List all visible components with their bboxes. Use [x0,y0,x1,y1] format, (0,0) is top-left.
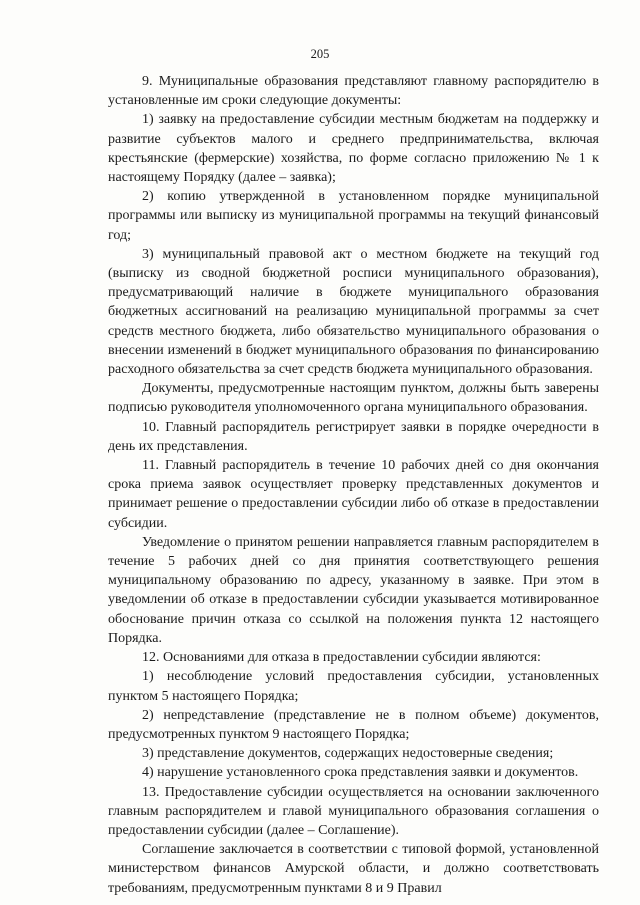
document-body [108,72,599,898]
paragraph-9-item-3: 3) муниципальный правовой акт о местном бюджете на текущий год (выписку из сводной бюджетной росписи муниципального образования), предусматривающий наличие в бюджете муниципального образования бюджетных ассигнований на реализацию муниципальной программы за счет средств местного бюджета, либо обязательство муниципального образования о внесении изменений в бюджет муниципального образования по финансированию расходного обязательства за счет средств бюджета муниципального образования. [108,246,599,378]
paragraph-13-agreement: Соглашение заключается в соответствии с типовой формой, установленной министерством финансов Амурской области, и должно соответствовать требованиям, предусмотренным пунктами 8 и 9 Правил [108,842,599,896]
paragraph-9: 9. Муниципальные образования представляют главному распорядителю в установленные им сроки следующие документы: [108,74,599,109]
paragraph-9-note: Документы, предусмотренные настоящим пунктом, должны быть заверены подписью руководителя уполномоченного органа муниципального образования. [108,381,599,416]
paragraph-12-item-1: 1) несоблюдение условий предоставления субсидии, установленных пунктом 5 настоящего Порядка; [108,669,599,704]
paragraph-9-item-1: 1) заявку на предоставление субсидии местным бюджетам на поддержку и развитие субъектов малого и среднего предпринимательства, включая крестьянские (фермерские) хозяйства, по форме согласно приложению № 1 к настоящему Порядку (далее – заявка); [108,112,599,186]
paragraph-13: 13. Предоставление субсидии осуществляется на основании заключенного главным распорядителем и главой муниципального образования соглашения о предоставлении субсидии (далее – Соглашение). [108,784,599,838]
paragraph-12-item-2: 2) непредставление (представление не в полном объеме) документов, предусмотренных пунктом 9 настоящего Порядка; [108,707,599,742]
paragraph-11: 11. Главный распорядитель в течение 10 рабочих дней со дня окончания срока приема заявок осуществляет проверку представленных документов и принимает решение о предоставлении субсидии либо об отказе в предоставлении субсидии. [108,458,599,531]
paragraph-12-item-3: 3) представление документов, содержащих недостоверные сведения; [142,746,554,762]
paragraph-10: 10. Главный распорядитель регистрирует заявки в порядке очередности в день их представления. [108,419,599,454]
page-number: 205 [310,47,330,61]
paragraph-12: 12. Основаниями для отказа в предоставлении субсидии являются: [142,650,541,666]
paragraph-12-item-4: 4) нарушение установленного срока представления заявки и документов. [142,765,579,781]
paragraph-9-item-2: 2) копию утвержденной в установленном порядке муниципальной программы или выписку из муниципальной программы на текущий финансовый год; [108,189,599,243]
paragraph-11-notification: Уведомление о принятом решении направляется главным распорядителем в течение 5 рабочих дней со дня принятия соответствующего решения муниципальному образованию по адресу, указанному в заявке. При этом в уведомлении об отказе в предоставлении субсидии указывается мотивированное обоснование причин отказа со ссылкой на положения пункта 12 настоящего Порядка. [108,534,599,646]
